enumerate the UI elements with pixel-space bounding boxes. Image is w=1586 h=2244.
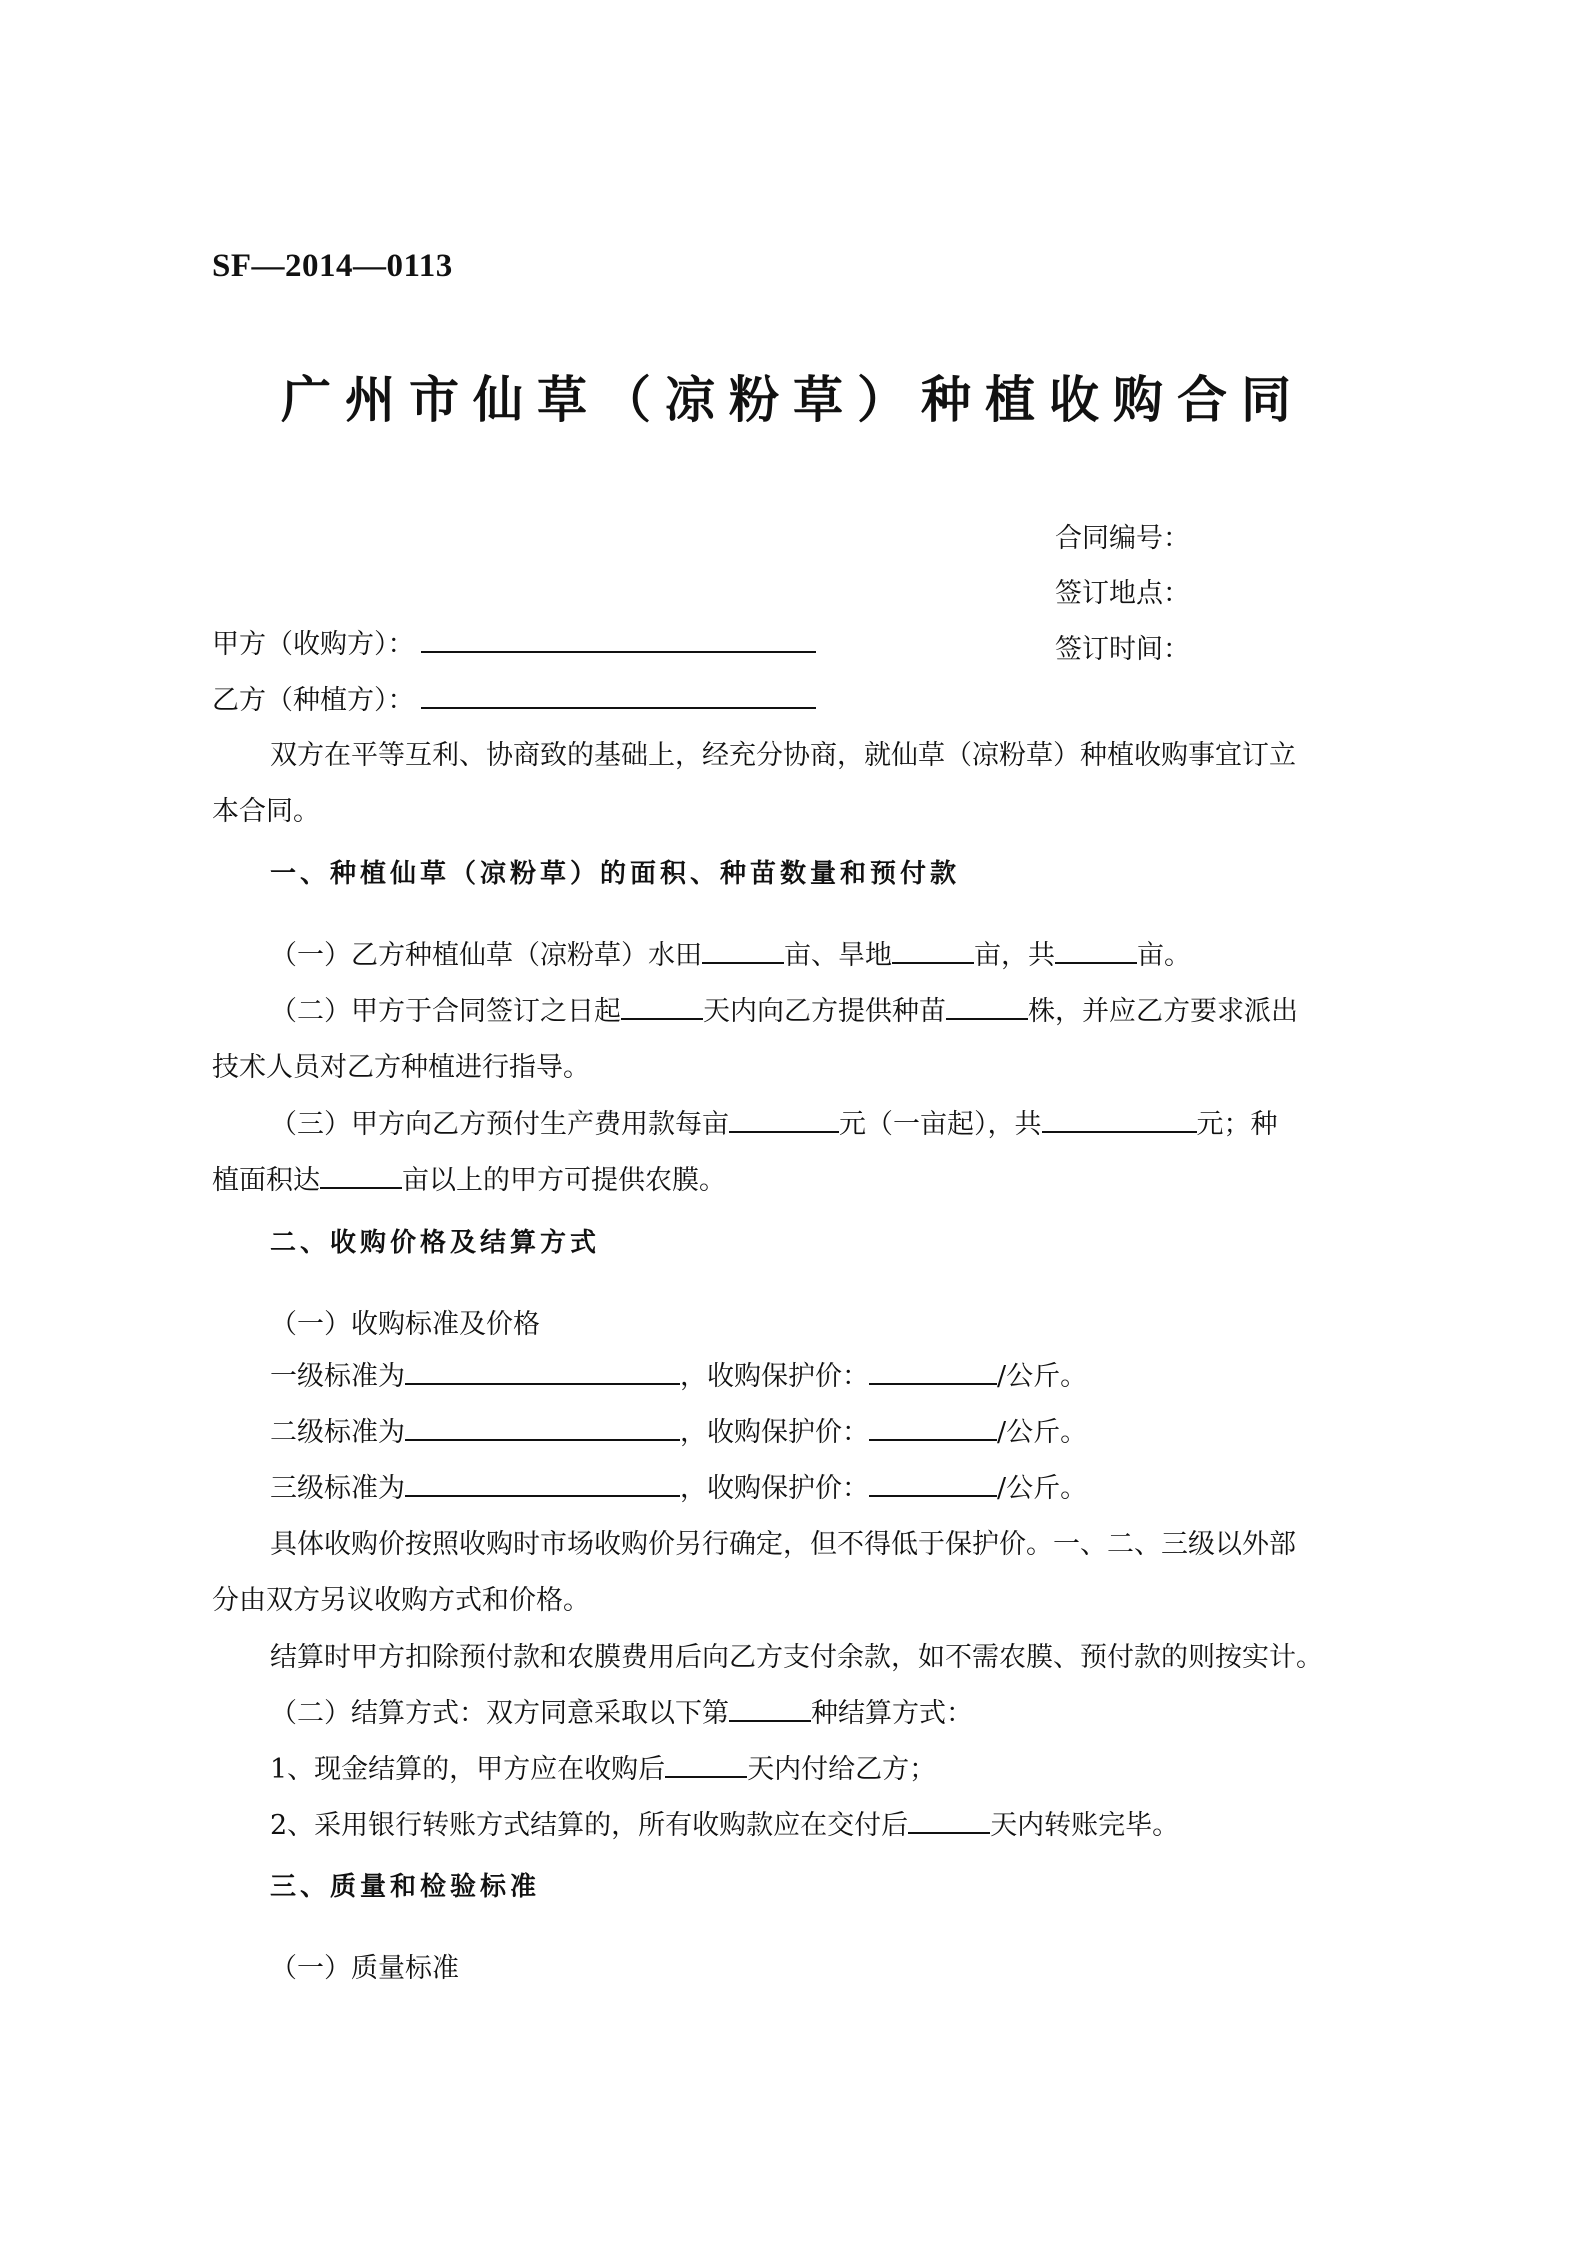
clause-1-2-text-c: 株，并应乙方要求派出 — [1028, 996, 1298, 1027]
cash-days-blank — [665, 1748, 747, 1778]
pricing-paragraph-line-2: 分由双方另议收购方式和价格。 — [212, 1585, 590, 1616]
grade-3-label: 三级标准为 — [270, 1473, 405, 1504]
clause-1-3-line-2-text-a: 植面积达 — [212, 1165, 320, 1196]
clause-1-3-text-c: 元；种 — [1196, 1109, 1278, 1140]
intro-line-1: 双方在平等互利、协商致的基础上，经充分协商，就仙草（凉粉草）种植收购事宜订立 — [270, 740, 1296, 771]
grade-2-price-label: ，收购保护价： — [680, 1417, 869, 1448]
clause-1-3-text-a: （三）甲方向乙方预付生产费用款每亩 — [270, 1109, 729, 1140]
clause-1-2-text-b: 天内向乙方提供种苗 — [703, 996, 946, 1027]
grade-1-price-label: ，收购保护价： — [680, 1361, 869, 1392]
party-b-label: 乙方（种植方）： — [212, 685, 415, 716]
party-a-label: 甲方（收购方）： — [212, 629, 415, 660]
grade-2-line — [270, 1410, 1087, 1449]
total-area-blank — [1055, 934, 1137, 964]
clause-2-1-heading: （一）收购标准及价格 — [270, 1309, 540, 1340]
grade-1-label: 一级标准为 — [270, 1361, 405, 1392]
bank-transfer-text-b: 天内转账完毕。 — [990, 1810, 1180, 1841]
grade-2-label: 二级标准为 — [270, 1417, 405, 1448]
clause-2-2 — [270, 1691, 973, 1730]
dry-land-area-blank — [892, 934, 974, 964]
signing-time-label: 签订时间： — [1055, 634, 1190, 665]
clause-1-3-line-2-text-b: 亩以上的甲方可提供农膜。 — [402, 1165, 726, 1196]
clause-1-3-text-b: 元（一亩起），共 — [839, 1109, 1042, 1140]
bank-transfer-line — [270, 1803, 1179, 1842]
clause-1-1-text-a: （一）乙方种植仙草（凉粉草）水田 — [270, 940, 702, 971]
grade-2-unit: /公斤。 — [997, 1417, 1088, 1448]
clause-2-2-text-a: （二）结算方式：双方同意采取以下第 — [270, 1698, 729, 1729]
intro-line-2: 本合同。 — [212, 796, 320, 827]
party-a-line — [212, 622, 816, 661]
section-2-heading: 二、收购价格及结算方式 — [270, 1228, 601, 1258]
settlement-option-blank — [729, 1692, 811, 1722]
clause-1-1 — [270, 933, 1191, 972]
grade-2-price-blank — [869, 1411, 997, 1441]
grade-1-unit: /公斤。 — [997, 1361, 1088, 1392]
cash-settlement-text-b: 天内付给乙方； — [747, 1754, 937, 1785]
clause-1-3-line-2 — [212, 1158, 726, 1197]
grade-3-unit: /公斤。 — [997, 1473, 1088, 1504]
clause-1-1-text-c: 亩，共 — [974, 940, 1055, 971]
bank-transfer-text-a: 2、采用银行转账方式结算的，所有收购款应在交付后 — [270, 1810, 909, 1841]
grade-3-price-label: ，收购保护价： — [680, 1473, 869, 1504]
grade-1-line — [270, 1354, 1087, 1393]
grade-1-price-blank — [869, 1355, 997, 1385]
section-3-heading: 三、质量和检验标准 — [270, 1872, 541, 1902]
grade-1-standard-blank — [405, 1355, 680, 1385]
clause-1-3 — [270, 1102, 1278, 1141]
grade-3-standard-blank — [405, 1467, 680, 1497]
pricing-paragraph-line-1: 具体收购价按照收购时市场收购价另行确定，但不得低于保护价。一、二、三级以外部 — [270, 1529, 1296, 1560]
clause-1-2-line-2: 技术人员对乙方种植进行指导。 — [212, 1052, 590, 1083]
seedling-count-blank — [946, 990, 1028, 1020]
grade-3-line — [270, 1466, 1087, 1505]
clause-1-1-text-d: 亩。 — [1137, 940, 1191, 971]
party-b-line — [212, 678, 816, 717]
days-blank — [621, 990, 703, 1020]
prepayment-per-mu-blank — [729, 1103, 839, 1133]
film-area-blank — [320, 1159, 402, 1189]
cash-settlement-text-a: 1、现金结算的，甲方应在收购后 — [270, 1754, 666, 1785]
section-1-heading: 一、种植仙草（凉粉草）的面积、种苗数量和预付款 — [270, 859, 961, 889]
signing-place-label: 签订地点： — [1055, 578, 1190, 609]
contract-number-label: 合同编号： — [1055, 523, 1190, 554]
prepayment-total-blank — [1042, 1103, 1197, 1133]
settlement-deduction-paragraph: 结算时甲方扣除预付款和农膜费用后向乙方支付余款，如不需农膜、预付款的则按实计。 — [270, 1642, 1323, 1673]
contract-title: 广州市仙草（凉粉草）种植收购合同 — [281, 371, 1305, 429]
document-number: SF—2014—0113 — [212, 248, 453, 284]
clause-1-2-text-a: （二）甲方于合同签订之日起 — [270, 996, 621, 1027]
party-a-blank — [421, 623, 816, 653]
grade-3-price-blank — [869, 1467, 997, 1497]
paddy-area-blank — [702, 934, 784, 964]
clause-1-2 — [270, 989, 1298, 1028]
clause-2-2-text-b: 种结算方式： — [811, 1698, 973, 1729]
clause-1-1-text-b: 亩、旱地 — [784, 940, 892, 971]
party-b-blank — [421, 679, 816, 709]
clause-3-1-heading: （一）质量标准 — [270, 1953, 459, 1984]
grade-2-standard-blank — [405, 1411, 680, 1441]
transfer-days-blank — [908, 1804, 990, 1834]
cash-settlement-line — [270, 1747, 936, 1786]
